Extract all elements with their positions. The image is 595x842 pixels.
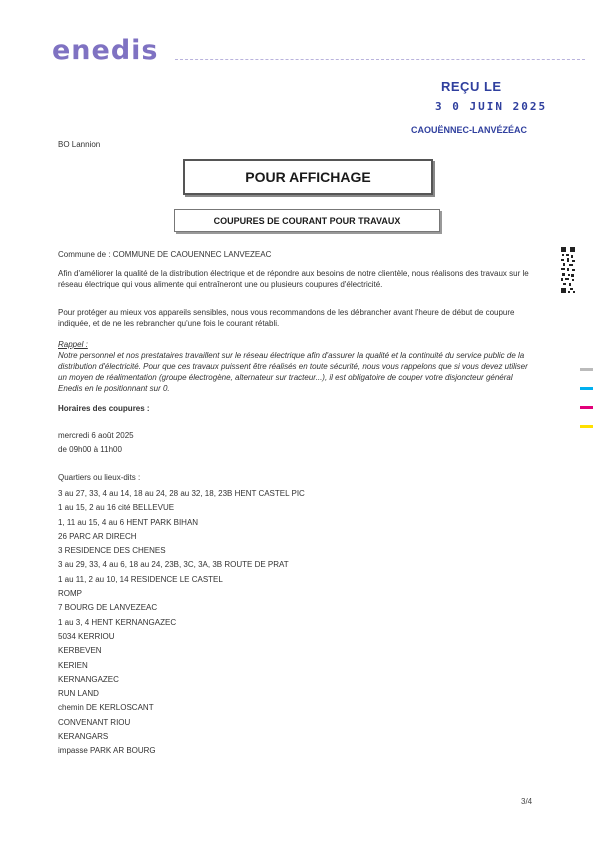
intro-paragraph: Afin d'améliorer la qualité de la distribution électrique et de répondre aux besoins de notre clientèle, nous réalisons des travaux sur le réseau électrique qui vous alimente qui entraîneront une ou plusieurs coupures d'électricité. <box>58 269 529 289</box>
logo-text: enedis <box>52 35 159 66</box>
protection-paragraph: Pour protéger au mieux vos appareils sensibles, nous vous recommandons de les débrancher avant l'heure de début de coupure indiquée, et de ne les rebrancher qu'une fois le courant rétabli. <box>58 308 515 328</box>
qr-code-graphic <box>560 246 576 294</box>
rappel-paragraph: Notre personnel et nos prestataires travaillent sur le réseau électrique afin d'assurer la qualité et la continuité du service public de la distribution d'électricité. Pour que ces travaux puissent être réalisés en toute sécurité, nous vous rappelons que si vous devez utiliser un moyen de réalimentation (groupe électrogène, alternateur sur tracteur...), il est obligatoire de couper votre disjoncteur général Enedis en le positionnant sur 0. <box>58 351 528 393</box>
document-title: POUR AFFICHAGE <box>245 169 371 185</box>
quartier-item: 3 RESIDENCE DES CHENES <box>58 546 166 556</box>
quartier-item: 1, 11 au 15, 4 au 6 HENT PARK BIHAN <box>58 517 199 527</box>
sender-office: BO Lannion <box>58 140 101 149</box>
document-title-box <box>183 159 433 195</box>
quartier-item: 3 au 27, 33, 4 au 14, 18 au 24, 28 au 32, 18, 23B HENT CASTEL PIC <box>58 489 305 498</box>
quartier-item: 7 BOURG DE LANVEZEAC <box>58 603 158 613</box>
quartier-item: RUN LAND <box>58 689 99 699</box>
quartier-item: 3 au 29, 33, 4 au 6, 18 au 24, 23B, 3C, 3A, 3B ROUTE DE PRAT <box>58 560 289 570</box>
quartier-item: KERNANGAZEC <box>58 674 119 684</box>
outage-date: mercredi 6 août 2025 <box>58 431 134 440</box>
quartier-item: 26 PARC AR DIRECH <box>58 531 137 541</box>
page-number: 3/4 <box>521 797 533 806</box>
qr-code <box>560 246 576 299</box>
quartier-item: impasse PARK AR BOURG <box>58 746 156 756</box>
outage-time: de 09h00 à 11h00 <box>58 445 122 454</box>
quartier-item: KERBEVEN <box>58 646 102 656</box>
rappel-heading: Rappel : <box>58 340 88 349</box>
quartier-item: 5034 KERRIOU <box>58 631 115 641</box>
quartier-item: 1 au 11, 2 au 10, 14 RESIDENCE LE CASTEL <box>58 574 223 584</box>
registration-mark-cyan <box>580 387 593 390</box>
registration-mark-gray <box>580 368 593 371</box>
document-subtitle-box <box>174 209 440 232</box>
received-stamp-label: REÇU LE <box>441 79 502 94</box>
received-stamp-date: 3 0 JUIN 2025 <box>435 100 548 113</box>
quartier-item: 1 au 3, 4 HENT KERNANGAZEC <box>58 617 177 627</box>
document-subtitle: COUPURES DE COURANT POUR TRAVAUX <box>213 215 401 226</box>
quartier-item: ROMP <box>58 589 82 599</box>
enedis-logo <box>52 36 159 66</box>
quartier-item: KERANGARS <box>58 732 109 742</box>
horaires-heading: Horaires des coupures : <box>58 404 150 413</box>
quartier-item: CONVENANT RIOU <box>58 717 131 727</box>
quartiers-heading: Quartiers ou lieux-dits : <box>58 473 141 482</box>
quartier-item: chemin DE KERLOSCANT <box>58 703 154 713</box>
registration-mark-magenta <box>580 406 593 409</box>
received-stamp-commune: CAOUËNNEC-LANVÉZÉAC <box>411 125 528 135</box>
quartier-item: KERIEN <box>58 660 88 670</box>
quartiers-list <box>58 487 305 759</box>
commune-line: Commune de : COMMUNE DE CAOUENNEC LANVEZEAC <box>58 250 272 259</box>
quartier-item: 1 au 15, 2 au 16 cité BELLEVUE <box>58 503 175 513</box>
logo-divider <box>175 59 585 60</box>
registration-mark-yellow <box>580 425 593 428</box>
